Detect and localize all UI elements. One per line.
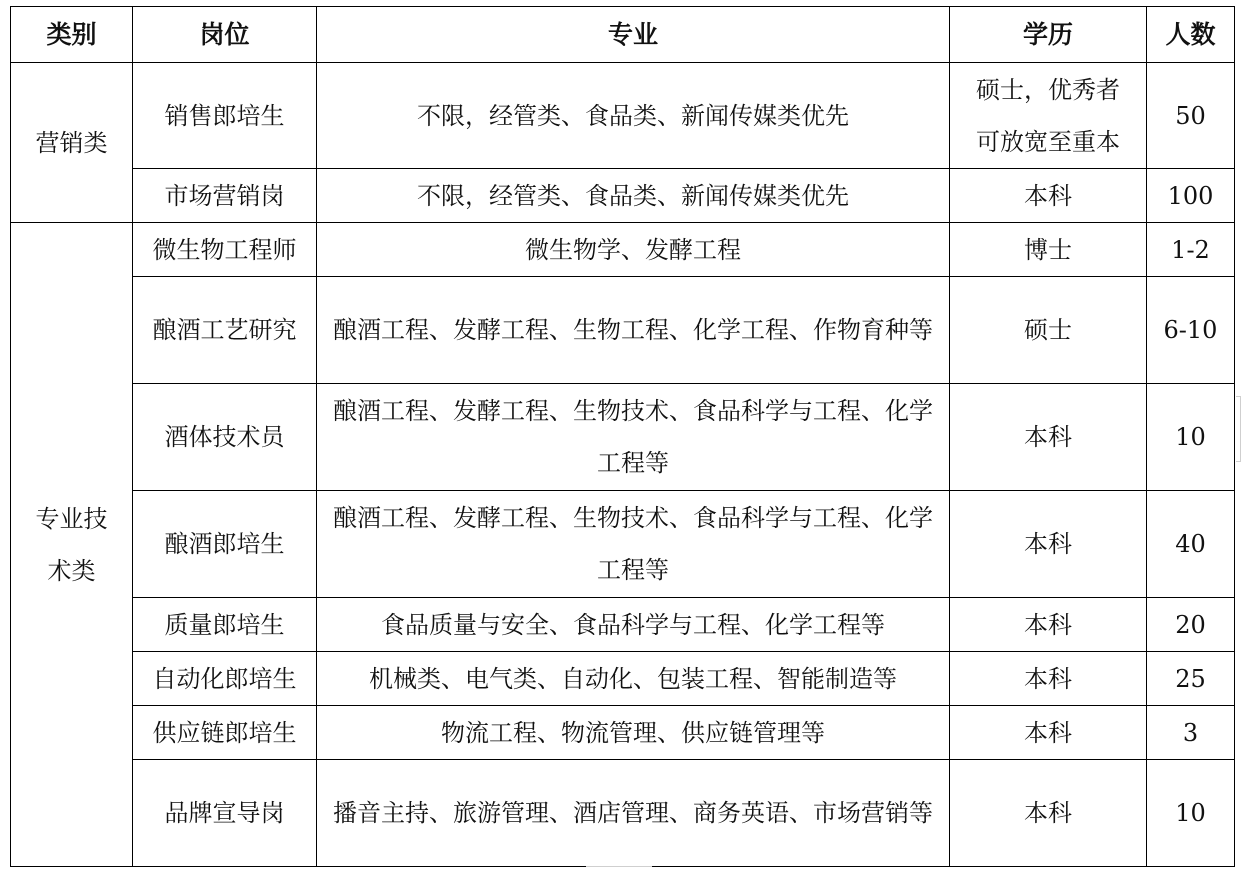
page-edge-marker	[1236, 396, 1241, 462]
degree-cell: 博士	[950, 223, 1147, 277]
major-cell: 播音主持、旅游管理、酒店管理、商务英语、市场营销等	[317, 760, 950, 867]
header-degree: 学历	[950, 7, 1147, 63]
major-cell: 机械类、电气类、自动化、包装工程、智能制造等	[317, 652, 950, 706]
category-cell-technical: 专业技术类	[11, 223, 133, 867]
count-cell: 20	[1147, 598, 1235, 652]
table-row	[11, 63, 1235, 169]
table-row	[11, 384, 1235, 491]
count-cell: 10	[1147, 760, 1235, 867]
table-row	[11, 223, 1235, 277]
degree-cell: 本科	[950, 652, 1147, 706]
count-cell: 1-2	[1147, 223, 1235, 277]
major-cell: 酿酒工程、发酵工程、生物技术、食品科学与工程、化学工程等	[317, 491, 950, 598]
position-cell: 供应链郎培生	[133, 706, 317, 760]
table-row	[11, 706, 1235, 760]
count-cell: 3	[1147, 706, 1235, 760]
degree-cell: 硕士	[950, 277, 1147, 384]
header-position: 岗位	[133, 7, 317, 63]
major-cell: 酿酒工程、发酵工程、生物工程、化学工程、作物育种等	[317, 277, 950, 384]
degree-cell: 本科	[950, 706, 1147, 760]
count-cell: 6-10	[1147, 277, 1235, 384]
page-bottom-marker	[586, 866, 652, 867]
header-count: 人数	[1147, 7, 1235, 63]
major-cell: 物流工程、物流管理、供应链管理等	[317, 706, 950, 760]
header-category: 类别	[11, 7, 133, 63]
major-cell: 酿酒工程、发酵工程、生物技术、食品科学与工程、化学工程等	[317, 384, 950, 491]
position-cell: 市场营销岗	[133, 169, 317, 223]
degree-cell: 本科	[950, 169, 1147, 223]
position-cell: 质量郎培生	[133, 598, 317, 652]
header-row	[11, 7, 1235, 63]
degree-cell: 本科	[950, 598, 1147, 652]
degree-cell: 本科	[950, 760, 1147, 867]
table-row	[11, 491, 1235, 598]
degree-cell: 本科	[950, 491, 1147, 598]
major-cell: 不限，经管类、食品类、新闻传媒类优先	[317, 169, 950, 223]
count-cell: 100	[1147, 169, 1235, 223]
major-cell: 微生物学、发酵工程	[317, 223, 950, 277]
recruitment-table	[10, 6, 1235, 867]
header-major: 专业	[317, 7, 950, 63]
degree-cell: 硕士，优秀者可放宽至重本	[950, 63, 1147, 169]
table-row	[11, 760, 1235, 867]
position-cell: 酿酒郎培生	[133, 491, 317, 598]
count-cell: 50	[1147, 63, 1235, 169]
degree-cell: 本科	[950, 384, 1147, 491]
table-row	[11, 277, 1235, 384]
major-cell: 食品质量与安全、食品科学与工程、化学工程等	[317, 598, 950, 652]
table-row	[11, 598, 1235, 652]
major-cell: 不限，经管类、食品类、新闻传媒类优先	[317, 63, 950, 169]
table-row	[11, 169, 1235, 223]
position-cell: 自动化郎培生	[133, 652, 317, 706]
position-cell: 销售郎培生	[133, 63, 317, 169]
count-cell: 10	[1147, 384, 1235, 491]
table-row	[11, 652, 1235, 706]
position-cell: 酒体技术员	[133, 384, 317, 491]
count-cell: 25	[1147, 652, 1235, 706]
category-cell-marketing: 营销类	[11, 63, 133, 223]
count-cell: 40	[1147, 491, 1235, 598]
position-cell: 微生物工程师	[133, 223, 317, 277]
position-cell: 品牌宣导岗	[133, 760, 317, 867]
position-cell: 酿酒工艺研究	[133, 277, 317, 384]
